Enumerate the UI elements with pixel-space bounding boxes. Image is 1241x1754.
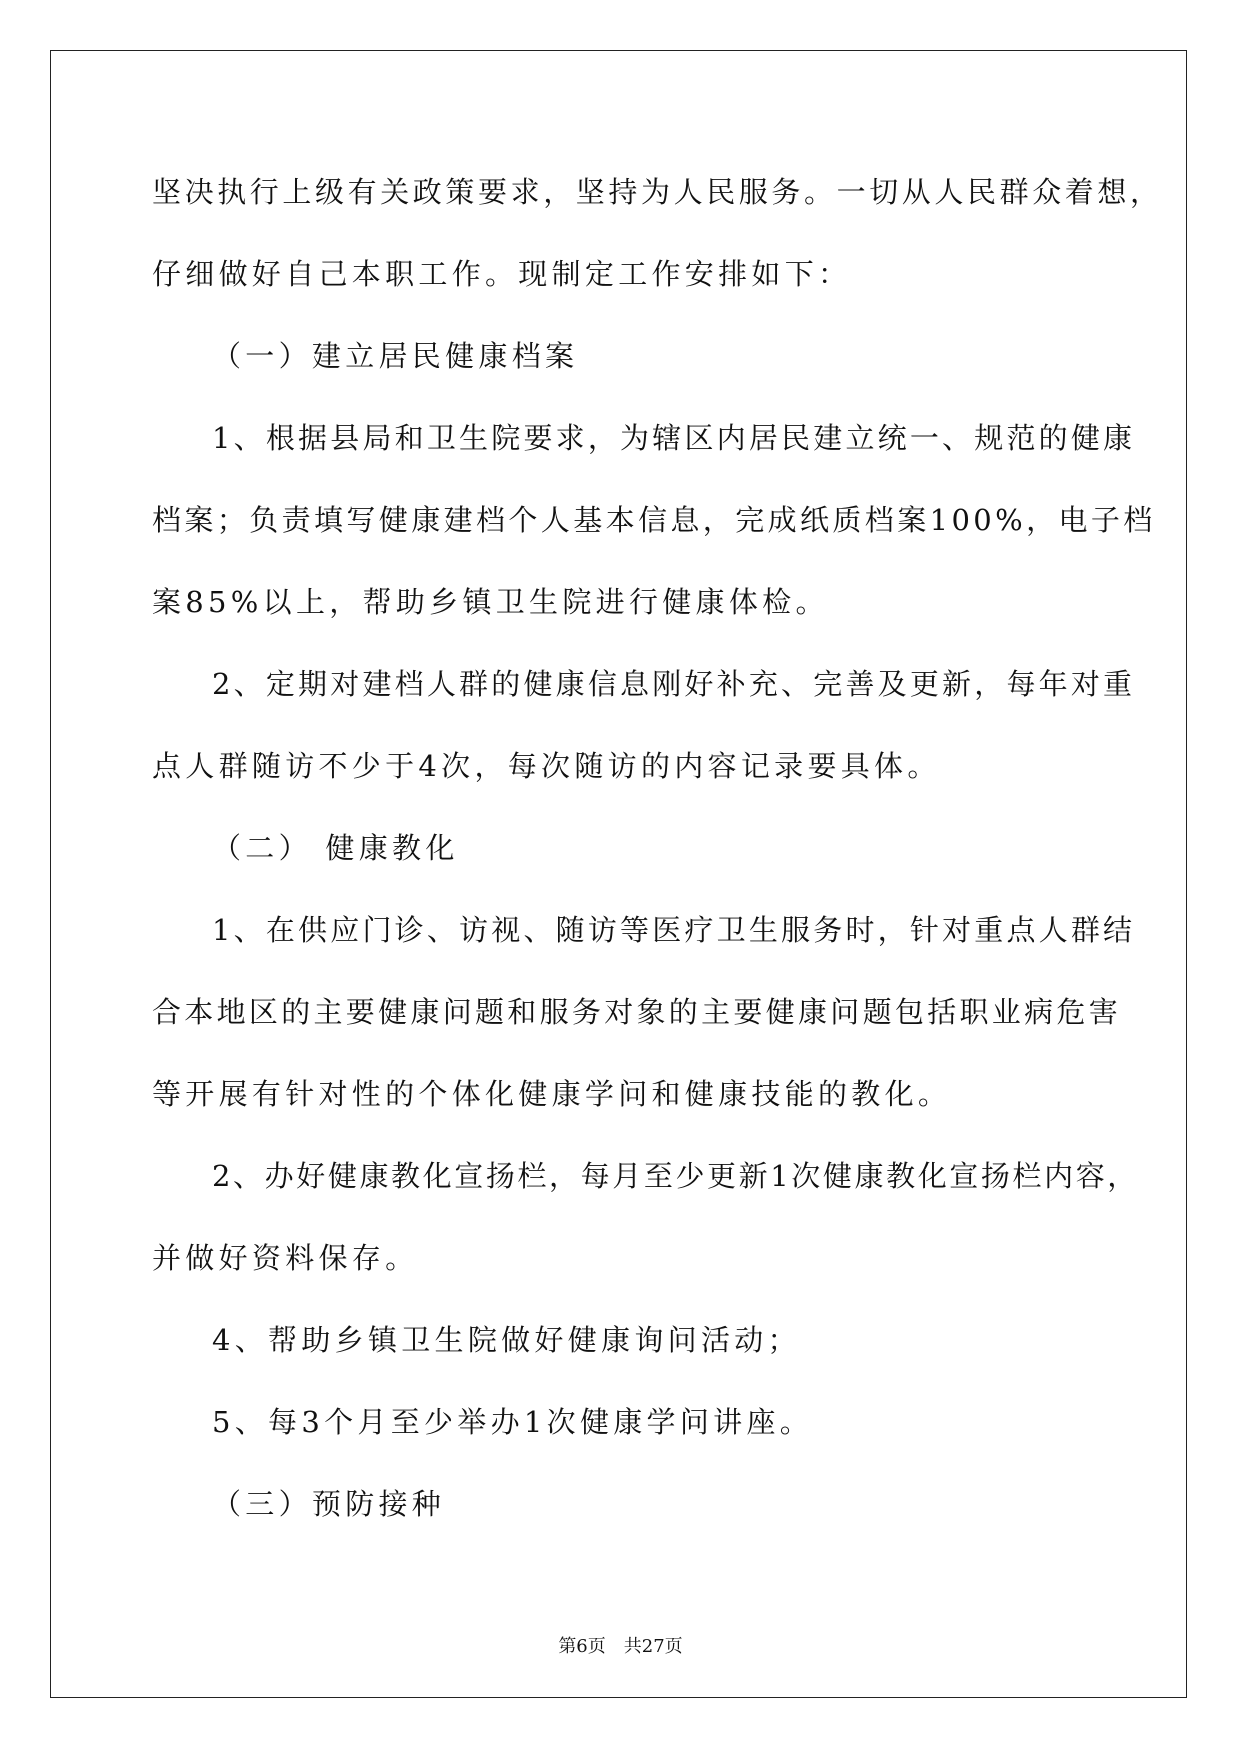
text-line-16: 5、每3个月至少举办1次健康学问讲座。 [212,1405,814,1439]
text-line-13: 2、办好健康教化宣扬栏，每月至少更新1次健康教化宣扬栏内容， [212,1159,1139,1193]
section-heading-2: （二） 健康教化 [212,831,459,865]
text-line-12: 等开展有针对性的个体化健康学问和健康技能的教化。 [152,1077,952,1111]
text-line-1: 坚决执行上级有关政策要求，坚持为人民服务。一切从人民群众着想， [152,175,1163,209]
text-line-5: 档案；负责填写健康建档个人基本信息，完成纸质档案100%，电子档 [152,503,1156,537]
text-line-14: 并做好资料保存。 [152,1241,419,1275]
text-line-10: 1、在供应门诊、访视、随访等医疗卫生服务时，针对重点人群结 [212,913,1136,947]
text-line-4: 1、根据县局和卫生院要求，为辖区内居民建立统一、规范的健康 [212,421,1136,455]
text-line-7: 2、定期对建档人群的健康信息刚好补充、完善及更新，每年对重 [212,667,1136,701]
text-line-8: 点人群随访不少于4次，每次随访的内容记录要具体。 [152,749,941,783]
section-heading-3: （三）预防接种 [212,1487,446,1521]
text-line-2: 仔细做好自己本职工作。现制定工作安排如下： [152,257,852,291]
page-frame [50,50,1187,1698]
text-line-6: 案85%以上，帮助乡镇卫生院进行健康体检。 [152,585,829,619]
text-line-15: 4、帮助乡镇卫生院做好健康询问活动； [212,1323,801,1357]
page-number-footer: 第6页 共27页 [558,1636,683,1657]
text-line-11: 合本地区的主要健康问题和服务对象的主要健康问题包括职业病危害 [152,995,1122,1029]
section-heading-1: （一）建立居民健康档案 [212,339,579,373]
